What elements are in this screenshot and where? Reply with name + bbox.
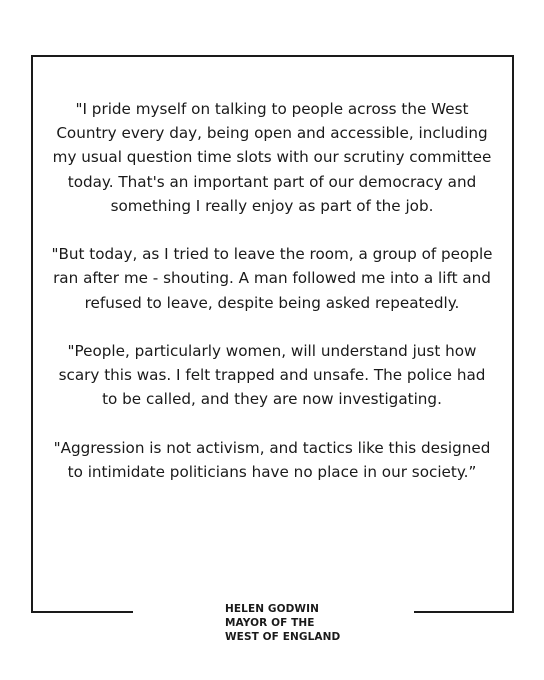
frame-right-border — [512, 55, 514, 613]
quote-paragraph: "Aggression is not activism, and tactics like this designed to intimidate politicians have no place in our society.” — [53, 438, 491, 481]
quote-paragraph: "But today, as I tried to leave the room, a group of people ran after me - shouting. A man followed me into a lift and refused to leave, despite being asked repeatedly. — [51, 245, 493, 312]
quote-paragraph: "I pride myself on talking to people across the West Country every day, being open and accessible, including my usual question time slots with our scrutiny committee today. That's an important part of our democracy and something I really enjoy as part of the job. — [52, 100, 492, 215]
attribution-name: HELEN GODWIN — [225, 603, 320, 615]
frame-top-border — [31, 55, 514, 57]
frame-bottom-left-border — [31, 611, 133, 613]
quote-text — [50, 97, 494, 484]
attribution-title-line1: MAYOR OF THE — [225, 617, 315, 629]
attribution — [225, 602, 340, 644]
quote-paragraph: "People, particularly women, will understand just how scary this was. I felt trapped and unsafe. The police had to be called, and they are now investigating. — [58, 342, 486, 409]
attribution-title-line2: WEST OF ENGLAND — [225, 631, 341, 643]
frame-bottom-right-border — [414, 611, 514, 613]
frame-left-border — [31, 55, 33, 613]
